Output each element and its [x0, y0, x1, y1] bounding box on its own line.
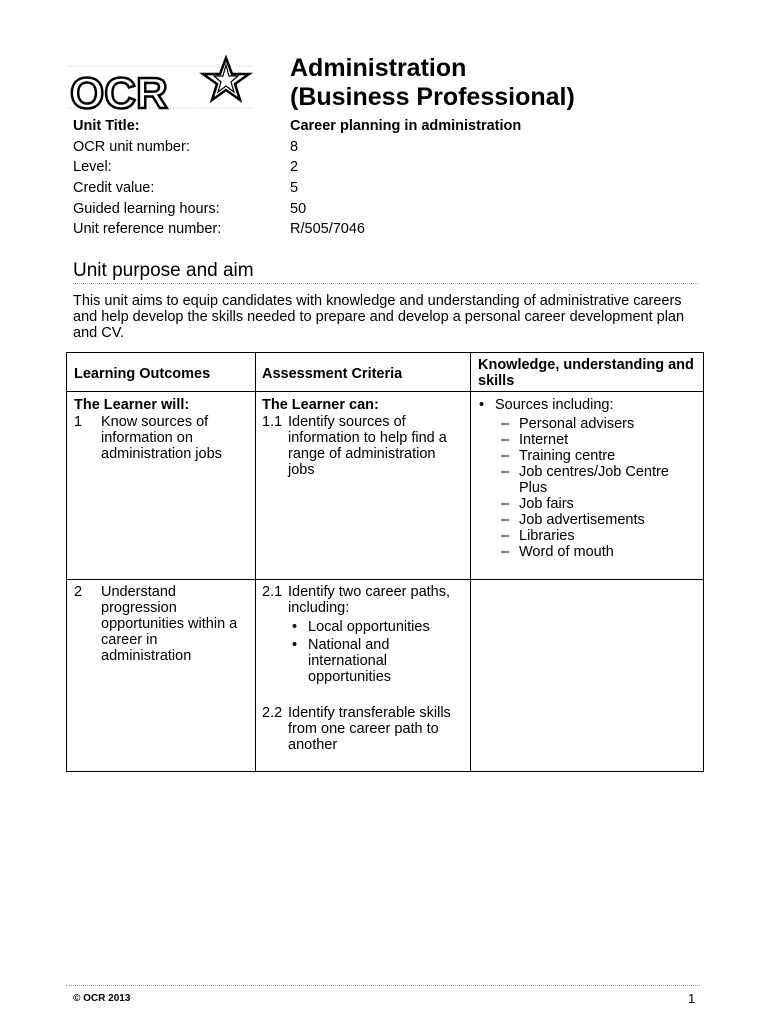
- criterion-2-2-text: [288, 705, 451, 753]
- outcome-line: career in: [101, 632, 158, 648]
- outcome-2-number: 2: [74, 584, 83, 600]
- header-knowledge-line: skills: [478, 373, 515, 389]
- outcome-line: Know sources of: [101, 414, 209, 430]
- criterion-bullets: [288, 619, 468, 685]
- info-value: R/505/7046: [290, 221, 365, 238]
- criterion-line: information to help find a: [288, 430, 447, 446]
- row-divider: [67, 579, 703, 580]
- knowledge-sublist: [475, 416, 703, 560]
- column-divider: [470, 353, 471, 771]
- header-knowledge: [478, 357, 703, 389]
- intro-paragraph: [73, 293, 703, 341]
- criterion-line: jobs: [288, 462, 315, 478]
- section-divider: [73, 283, 698, 284]
- criterion-line: another: [288, 737, 338, 753]
- knowledge-item: – Job advertisements: [495, 512, 703, 528]
- info-row-unit-number: [73, 137, 693, 158]
- ocr-logo: [66, 50, 256, 120]
- ocr-logo-graphic: [66, 50, 256, 120]
- criterion-line: range of administration: [288, 446, 436, 462]
- info-value: 2: [290, 159, 299, 176]
- unit-info-table: [73, 116, 693, 240]
- outcome-line: progression: [101, 600, 177, 616]
- knowledge-item: – Libraries: [495, 528, 703, 544]
- qualification-title: [290, 54, 575, 112]
- outcome-1-number: 1: [74, 414, 83, 430]
- criterion-2-2-number: 2.2: [262, 705, 283, 721]
- knowledge-item: – Internet: [495, 432, 703, 448]
- criterion-line: Identify transferable skills: [288, 705, 451, 721]
- outcome-1-text: [101, 414, 222, 462]
- knowledge-1: [475, 397, 703, 560]
- criterion-bullet: • National and: [288, 637, 468, 653]
- info-row-unit-title: [73, 116, 693, 137]
- criterion-line: Identify two career paths,: [288, 584, 450, 600]
- logo-text: OCR: [70, 69, 168, 118]
- criterion-1-1-text: [288, 414, 447, 478]
- outcome-line: opportunities within a: [101, 616, 238, 632]
- info-value: 8: [290, 138, 299, 155]
- knowledge-item: – Job centres/Job Centre: [495, 464, 703, 480]
- knowledge-intro: [475, 397, 703, 413]
- copyright: © OCR 2013: [73, 993, 131, 1004]
- learner-will-label: The Learner will:: [74, 397, 190, 413]
- info-row-level: [73, 157, 693, 178]
- outcome-line: information on: [101, 430, 193, 446]
- info-value: Career planning in administration: [290, 118, 522, 135]
- criterion-line: from one career path to: [288, 721, 439, 737]
- info-label: Unit Title:: [73, 118, 140, 135]
- learner-can-label: The Learner can:: [262, 397, 379, 413]
- criterion-1-1-number: 1.1: [262, 414, 283, 430]
- header-assessment-criteria: Assessment Criteria: [262, 366, 403, 382]
- info-label: Unit reference number:: [73, 221, 222, 238]
- intro-line: This unit aims to equip candidates with knowledge and understanding of administrative careers: [73, 293, 682, 309]
- row-divider: [67, 391, 703, 392]
- knowledge-intro-text: Sources including:: [495, 397, 614, 413]
- header-learning-outcomes: Learning Outcomes: [74, 366, 211, 382]
- criterion-bullet-continuation: opportunities: [308, 669, 392, 685]
- header-knowledge-line: Knowledge, understanding and: [478, 357, 694, 373]
- info-label: Level:: [73, 159, 112, 176]
- learning-outcomes-table: [66, 352, 704, 772]
- knowledge-item: – Job fairs: [495, 496, 703, 512]
- outcome-line: administration jobs: [101, 446, 222, 462]
- page-number: 1: [688, 991, 696, 1006]
- info-label: OCR unit number:: [73, 138, 190, 155]
- criterion-bullet: • Local opportunities: [288, 619, 468, 635]
- criterion-2-1-text: [288, 584, 468, 685]
- criterion-line: Identify sources of: [288, 414, 406, 430]
- info-row-credit-value: [73, 178, 693, 199]
- criterion-line: including:: [288, 600, 350, 616]
- info-label: Credit value:: [73, 180, 155, 197]
- info-row-reference-number: [73, 219, 693, 240]
- column-divider: [255, 353, 256, 771]
- outcome-line: Understand: [101, 584, 176, 600]
- title-line-2: (Business Professional): [290, 83, 575, 111]
- footer-divider: [66, 985, 700, 986]
- info-value: 5: [290, 180, 299, 197]
- info-row-guided-hours: [73, 198, 693, 219]
- intro-line: and help develop the skills needed to prepare and develop a personal career development plan: [73, 309, 685, 325]
- intro-line: and CV.: [73, 325, 125, 341]
- knowledge-item-continuation: Plus: [519, 480, 548, 496]
- title-line-1: Administration: [290, 54, 467, 82]
- outcome-2-text: [101, 584, 237, 664]
- knowledge-item: – Personal advisers: [495, 416, 703, 432]
- outcome-line: administration: [101, 648, 192, 664]
- section-heading: Unit purpose and aim: [73, 260, 254, 281]
- info-value: 50: [290, 200, 307, 217]
- knowledge-item: – Word of mouth: [495, 544, 703, 560]
- info-label: Guided learning hours:: [73, 200, 220, 217]
- criterion-2-1-number: 2.1: [262, 584, 283, 600]
- knowledge-item: – Training centre: [495, 448, 703, 464]
- criterion-bullet-continuation: international: [308, 653, 387, 669]
